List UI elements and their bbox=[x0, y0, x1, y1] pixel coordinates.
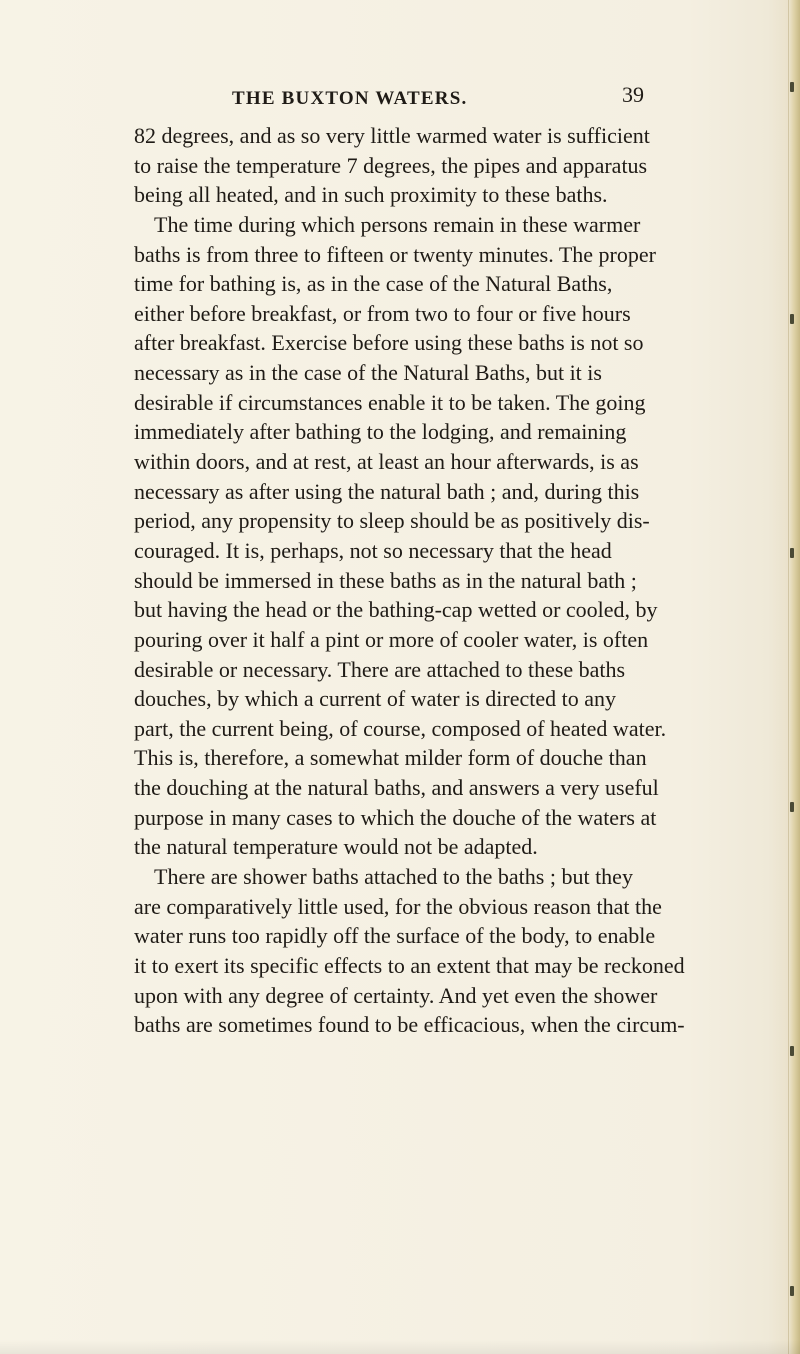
text-line: 82 degrees, and as so very little warmed water is sufficient bbox=[134, 123, 650, 148]
text-line: This is, therefore, a somewhat milder form of douche than bbox=[134, 745, 647, 771]
edge-mark bbox=[790, 548, 794, 558]
text-line: immediately after bathing to the lodging, and remaining bbox=[134, 419, 627, 445]
body-text bbox=[134, 121, 685, 1040]
edge-mark bbox=[790, 1286, 794, 1296]
text-line: the douching at the natural baths, and answers a very useful bbox=[134, 775, 659, 801]
text-line: water runs too rapidly off the surface of the body, to enable bbox=[134, 923, 656, 949]
text-line: couraged. It is, perhaps, not so necessary that the head bbox=[134, 537, 612, 563]
page-edge bbox=[788, 0, 800, 1354]
text-line: baths are sometimes found to be efficacious, when the circum- bbox=[134, 1012, 685, 1038]
text-line: time for bathing is, as in the case of the Natural Baths, bbox=[134, 271, 613, 297]
text-line: desirable or necessary. There are attached to these baths bbox=[134, 656, 626, 682]
text-line: desirable if circumstances enable it to be taken. The going bbox=[134, 389, 646, 415]
text-line: should be immersed in these baths as in the natural bath ; bbox=[134, 567, 637, 593]
text-line: There are shower baths attached to the baths ; but they bbox=[154, 864, 633, 890]
text-line: purpose in many cases to which the douche of the waters at bbox=[134, 804, 657, 830]
text-line: period, any propensity to sleep should be as positively dis- bbox=[134, 508, 650, 534]
edge-mark bbox=[790, 314, 794, 324]
page-number: 39 bbox=[622, 82, 644, 107]
text-line: within doors, and at rest, at least an hour afterwards, is as bbox=[134, 449, 639, 475]
text-line: baths is from three to fifteen or twenty minutes. The proper bbox=[134, 241, 656, 267]
text-line: are comparatively little used, for the obvious reason that the bbox=[134, 893, 662, 919]
text-line: upon with any degree of certainty. And yet even the shower bbox=[134, 982, 658, 1008]
text-line: after breakfast. Exercise before using these baths is not so bbox=[134, 330, 644, 356]
text-line: the natural temperature would not be adapted. bbox=[134, 834, 538, 860]
text-line: part, the current being, of course, composed of heated water. bbox=[134, 715, 667, 741]
edge-mark bbox=[790, 82, 794, 92]
bottom-shadow bbox=[0, 1340, 800, 1354]
text-line: either before breakfast, or from two to four or five hours bbox=[134, 300, 631, 326]
text-line: being all heated, and in such proximity to these baths. bbox=[134, 182, 608, 208]
text-line: to raise the temperature 7 degrees, the pipes and apparatus bbox=[134, 152, 648, 178]
running-head bbox=[0, 82, 800, 118]
edge-mark bbox=[790, 802, 794, 812]
text-line: The time during which persons remain in these warmer bbox=[154, 211, 641, 237]
text-line: it to exert its specific effects to an extent that may be reckoned bbox=[134, 952, 685, 978]
running-title: THE BUXTON WATERS. bbox=[232, 88, 468, 109]
text-line: pouring over it half a pint or more of cooler water, is often bbox=[134, 626, 649, 652]
text-line: douches, by which a current of water is directed to any bbox=[134, 686, 616, 712]
text-line: necessary as in the case of the Natural Baths, but it is bbox=[134, 360, 602, 386]
text-line: but having the head or the bathing-cap wetted or cooled, by bbox=[134, 597, 658, 623]
edge-mark bbox=[790, 1046, 794, 1056]
text-line: necessary as after using the natural bath ; and, during this bbox=[134, 478, 640, 504]
